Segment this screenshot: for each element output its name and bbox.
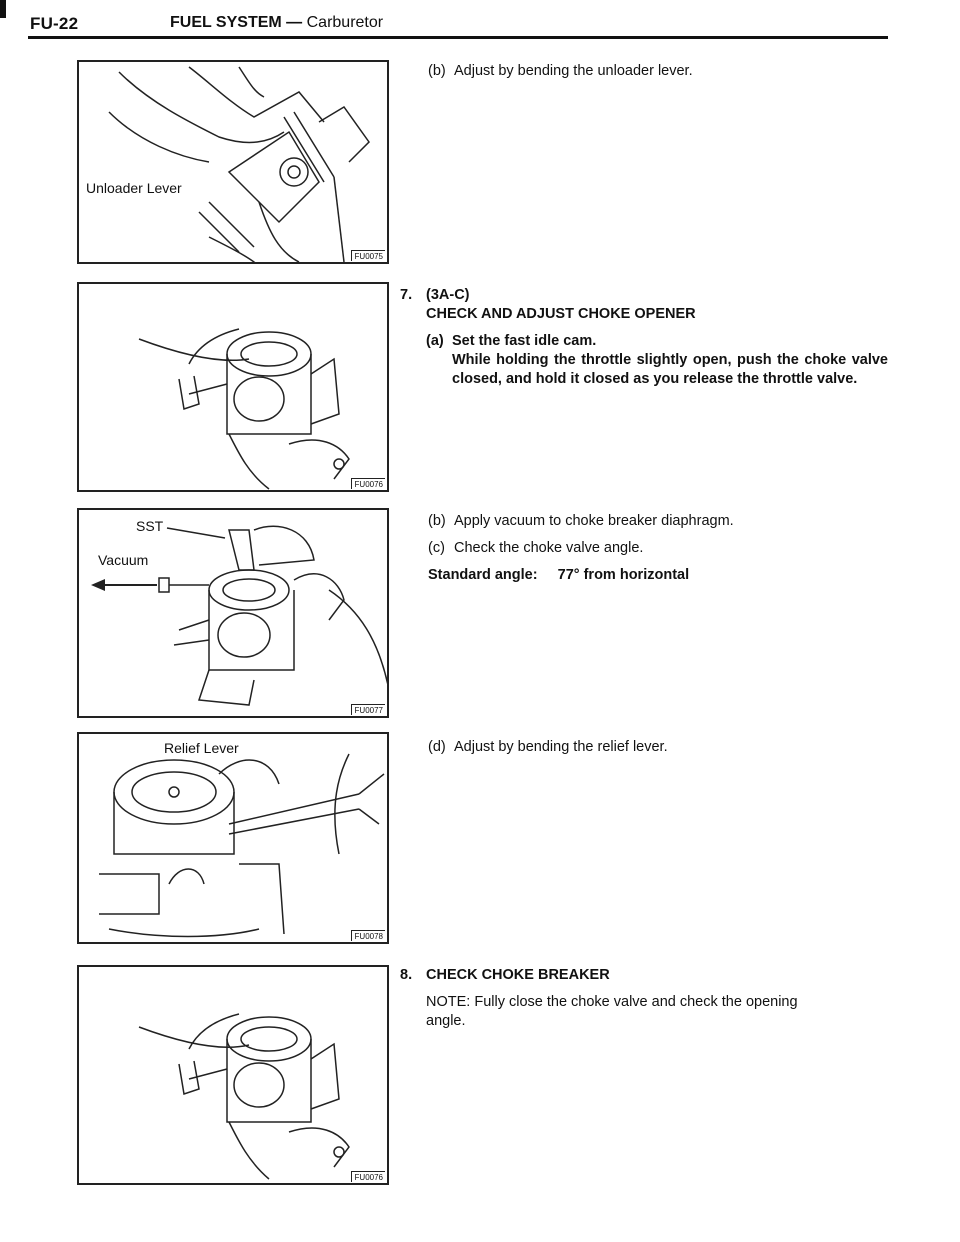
callout-relief-lever: Relief Lever [164, 740, 239, 756]
step-7-title: CHECK AND ADJUST CHOKE OPENER [426, 306, 696, 322]
step-marker-c: (c) [428, 540, 445, 556]
figure-relief-lever [77, 732, 389, 944]
step-marker-a: (a) [426, 333, 444, 349]
step-7 [400, 286, 888, 389]
corner-mark [0, 0, 6, 18]
instruction-relief [428, 738, 888, 757]
instruction-text: While holding the throttle slightly open, push the choke valve closed, and hold it closed as you release the throttle valve. [452, 352, 888, 387]
step-number-7: 7. [400, 287, 413, 303]
figure-choke-opener [77, 282, 389, 492]
figure-code: FU0075 [351, 250, 385, 261]
spec-label: Standard angle: [428, 567, 538, 583]
figure-vacuum-sst [77, 508, 389, 718]
callout-unloader-lever: Unloader Lever [86, 180, 182, 196]
step-7-model: (3A-C) [426, 287, 470, 303]
page-header [170, 14, 383, 32]
step-marker-b: (b) [428, 513, 446, 529]
page-number: FU-22 [30, 14, 79, 33]
unloader-lever-illustration [79, 62, 389, 264]
choke-opener-illustration [79, 284, 389, 492]
section-title: FUEL SYSTEM [170, 14, 282, 31]
specification [428, 566, 888, 585]
instruction-text: Apply vacuum to choke breaker diaphragm. [454, 513, 734, 529]
subsection-title: Carburetor [306, 14, 384, 31]
step-8 [400, 966, 888, 1031]
instruction-text: Adjust by bending the unloader lever. [454, 63, 693, 79]
instruction-text: Set the fast idle cam. [452, 333, 597, 349]
figure-unloader-lever [77, 60, 389, 264]
vacuum-arrow-icon [79, 510, 389, 718]
figure-code: FU0076 [351, 478, 385, 489]
callout-sst: SST [136, 518, 164, 534]
spec-value: 77° from horizontal [557, 567, 690, 583]
figure-code: FU0078 [351, 930, 385, 941]
step-marker-d: (d) [428, 739, 446, 755]
instruction-unloader [428, 62, 888, 81]
instruction-choke-angle [428, 512, 888, 585]
choke-breaker-illustration [79, 967, 389, 1185]
note-text: NOTE: Fully close the choke valve and check the opening angle. [426, 994, 798, 1029]
relief-lever-illustration [79, 734, 389, 944]
figure-code: FU0076 [351, 1171, 385, 1182]
header-rule [28, 36, 888, 39]
step-number-8: 8. [400, 967, 413, 983]
callout-vacuum: Vacuum [98, 552, 149, 568]
instruction-text: Check the choke valve angle. [454, 540, 644, 556]
instruction-text: Adjust by bending the relief lever. [454, 739, 668, 755]
header-separator: — [281, 14, 307, 31]
step-8-title: CHECK CHOKE BREAKER [426, 967, 610, 983]
step-marker-b: (b) [428, 63, 446, 79]
figure-choke-breaker [77, 965, 389, 1185]
figure-code: FU0077 [351, 704, 385, 715]
